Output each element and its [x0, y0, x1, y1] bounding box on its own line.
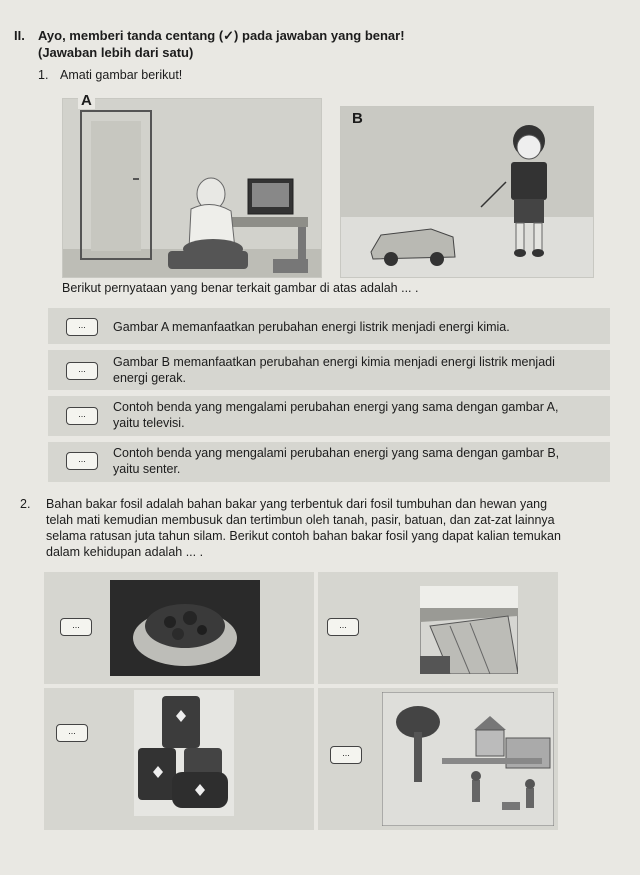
q2-choice-checkbox[interactable]: ...	[327, 618, 359, 636]
picture-a	[62, 98, 322, 278]
q1-option-checkbox[interactable]: ...	[66, 362, 98, 380]
q1-option-checkbox[interactable]: ...	[66, 407, 98, 425]
hydro-dam-picture	[420, 586, 518, 674]
q2-text-line: Bahan bakar fosil adalah bahan bakar yang terbentuk dari fosil tumbuhan dan hewan yang	[46, 497, 548, 511]
coal-in-hands-picture	[110, 580, 260, 676]
q1-option-text: yaitu televisi.	[113, 416, 185, 430]
q1-statement-intro: Berikut pernyataan yang benar terkait gambar di atas adalah ... .	[62, 281, 419, 295]
q1-option-checkbox[interactable]: ...	[66, 452, 98, 470]
q1-option-text: Contoh benda yang mengalami perubahan energi yang sama dengan gambar B,	[113, 446, 560, 460]
picture-b-label: B	[352, 110, 363, 127]
q2-text-line: selama ratusan juta tahun silam. Berikut contoh bahan bakar fosil yang dapat kalian temukan	[46, 529, 561, 543]
q1-number: 1.	[38, 68, 49, 82]
q2-choice-checkbox[interactable]: ...	[330, 746, 362, 764]
q2-text-line: telah mati kemudian membusuk dan tertimbun oleh tanah, pasir, batuan, dan zat-zat lainnya	[46, 513, 555, 527]
rc-car-boy-illustration	[341, 107, 593, 277]
q2-choice-checkbox[interactable]: ...	[60, 618, 92, 636]
q1-option-text: Gambar A memanfaatkan perubahan energi listrik menjadi energi kimia.	[113, 320, 510, 334]
q1-option-text: energi gerak.	[113, 371, 186, 385]
q1-prompt: Amati gambar berikut!	[60, 68, 183, 82]
oil-barrels-picture	[134, 690, 234, 816]
picture-b	[340, 106, 594, 278]
computer-user-illustration	[63, 99, 321, 277]
q2-number: 2.	[20, 497, 31, 511]
picture-a-label: A	[78, 92, 95, 109]
q2-choice-checkbox[interactable]: ...	[56, 724, 88, 742]
house-yard-picture	[382, 692, 554, 826]
q2-text-line: dalam kehidupan adalah ... .	[46, 545, 204, 559]
section-note: (Jawaban lebih dari satu)	[38, 45, 194, 60]
section-instruction: Ayo, memberi tanda centang (✓) pada jawaban yang benar!	[38, 28, 405, 43]
q1-option-text: Gambar B memanfaatkan perubahan energi kimia menjadi energi listrik menjadi	[113, 355, 555, 369]
q1-option-checkbox[interactable]: ...	[66, 318, 98, 336]
q1-option-text: Contoh benda yang mengalami perubahan energi yang sama dengan gambar A,	[113, 400, 559, 414]
q1-option-text: yaitu senter.	[113, 462, 181, 476]
section-number: II.	[14, 28, 25, 43]
